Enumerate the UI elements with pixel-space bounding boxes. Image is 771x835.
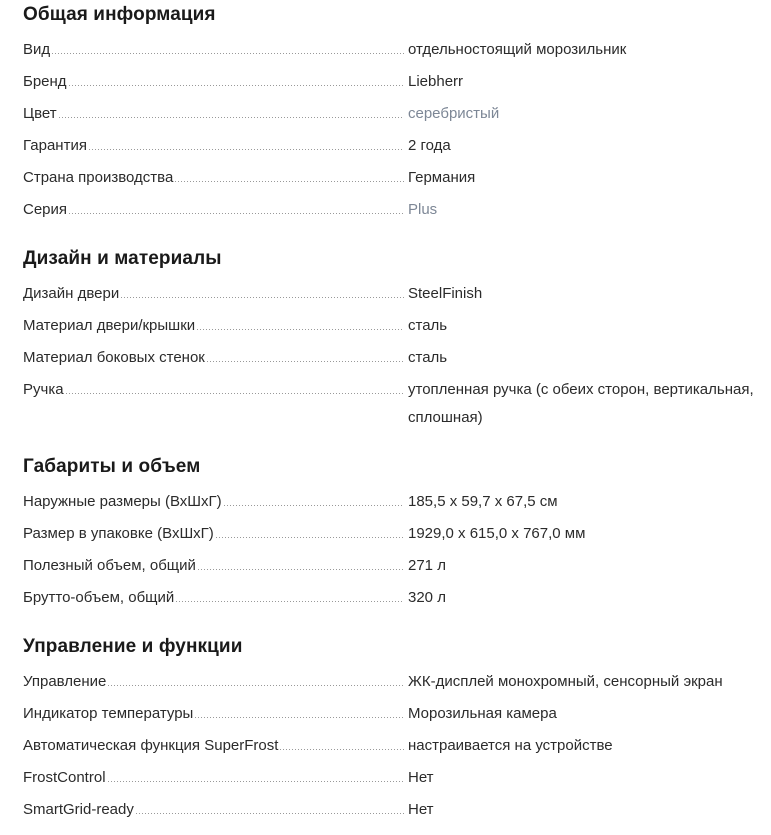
dot-leader — [108, 781, 404, 782]
spec-label: Размер в упаковке (ВхШхГ) — [23, 525, 214, 542]
spec-label: Наружные размеры (ВхШхГ) — [23, 493, 222, 510]
dot-leader — [69, 213, 404, 214]
spec-row-control — [23, 668, 769, 696]
dot-leader — [207, 361, 404, 362]
spec-label: SmartGrid-ready — [23, 801, 134, 818]
spec-label: Серия — [23, 201, 68, 218]
spec-value: отдельностоящий морозильник — [408, 41, 627, 58]
spec-value: Нет — [408, 769, 434, 786]
spec-row-frostcontrol — [23, 764, 769, 792]
dot-leader — [108, 685, 404, 686]
dot-leader — [136, 813, 404, 814]
spec-value: утопленная ручка (с обеих сторон, вертикальная, сплошная) — [408, 381, 754, 426]
spec-row-outer-dimensions — [23, 488, 769, 516]
spec-row-handle — [23, 376, 769, 432]
spec-row-usable-volume — [23, 552, 769, 580]
section-title: Габариты и объем — [23, 456, 201, 477]
dot-leader — [52, 53, 404, 54]
spec-row-sidewall-material — [23, 344, 769, 372]
spec-value: Германия — [408, 169, 476, 186]
spec-value-link[interactable]: Plus — [408, 201, 438, 218]
dot-leader — [197, 329, 404, 330]
spec-value: 185,5 x 59,7 x 67,5 см — [408, 493, 558, 510]
dot-leader — [195, 717, 404, 718]
spec-value: сталь — [408, 349, 448, 366]
spec-value: Нет — [408, 801, 434, 818]
spec-label: Вид — [23, 41, 51, 58]
spec-row-color — [23, 100, 769, 128]
spec-label: Автоматическая функция SuperFrost — [23, 737, 279, 754]
dot-leader — [224, 505, 404, 506]
spec-label: Материал боковых стенок — [23, 349, 205, 366]
spec-value: сталь — [408, 317, 448, 334]
spec-value: 271 л — [408, 557, 446, 574]
dot-leader — [59, 117, 404, 118]
spec-value: ЖК-дисплей монохромный, сенсорный экран — [408, 673, 723, 690]
spec-row-door-material — [23, 312, 769, 340]
spec-value-link[interactable]: серебристый — [408, 105, 500, 122]
spec-row-series — [23, 196, 769, 224]
spec-row-gross-volume — [23, 584, 769, 612]
spec-label: Гарантия — [23, 137, 87, 154]
spec-label: Ручка — [23, 381, 64, 398]
spec-label: Дизайн двери — [23, 285, 120, 302]
spec-row-brand — [23, 68, 769, 96]
spec-label: FrostControl — [23, 769, 106, 786]
dot-leader — [175, 181, 404, 182]
spec-value: Liebherr — [408, 73, 464, 90]
spec-value: 1929,0 x 615,0 x 767,0 мм — [408, 525, 586, 542]
spec-label: Индикатор температуры — [23, 705, 194, 722]
spec-label: Цвет — [23, 105, 57, 122]
section-control-functions — [23, 634, 769, 824]
spec-label: Брутто-объем, общий — [23, 589, 175, 606]
spec-row-kind — [23, 36, 769, 64]
section-title: Общая информация — [23, 4, 216, 25]
spec-value: SteelFinish — [408, 285, 483, 302]
section-dimensions-volume — [23, 454, 769, 612]
dot-leader — [69, 85, 404, 86]
spec-row-temp-indicator — [23, 700, 769, 728]
dot-leader — [121, 297, 404, 298]
spec-value: 2 года — [408, 137, 451, 154]
spec-row-warranty — [23, 132, 769, 160]
spec-label: Управление — [23, 673, 107, 690]
section-title: Управление и функции — [23, 636, 243, 657]
spec-value: настраивается на устройстве — [408, 737, 613, 754]
dot-leader — [198, 569, 404, 570]
spec-row-door-design — [23, 280, 769, 308]
spec-row-superfrost — [23, 732, 769, 760]
section-general-info — [23, 2, 769, 224]
spec-label: Страна производства — [23, 169, 174, 186]
spec-label: Бренд — [23, 73, 67, 90]
spec-row-package-size — [23, 520, 769, 548]
dot-leader — [66, 393, 404, 394]
section-design-materials — [23, 246, 769, 432]
spec-label: Материал двери/крышки — [23, 317, 196, 334]
dot-leader — [89, 149, 404, 150]
spec-row-country — [23, 164, 769, 192]
spec-value: Морозильная камера — [408, 705, 557, 722]
dot-leader — [216, 537, 404, 538]
spec-row-smartgrid — [23, 796, 769, 824]
dot-leader — [280, 749, 404, 750]
dot-leader — [176, 601, 404, 602]
section-title: Дизайн и материалы — [23, 248, 222, 269]
spec-value: 320 л — [408, 589, 446, 606]
spec-label: Полезный объем, общий — [23, 557, 196, 574]
